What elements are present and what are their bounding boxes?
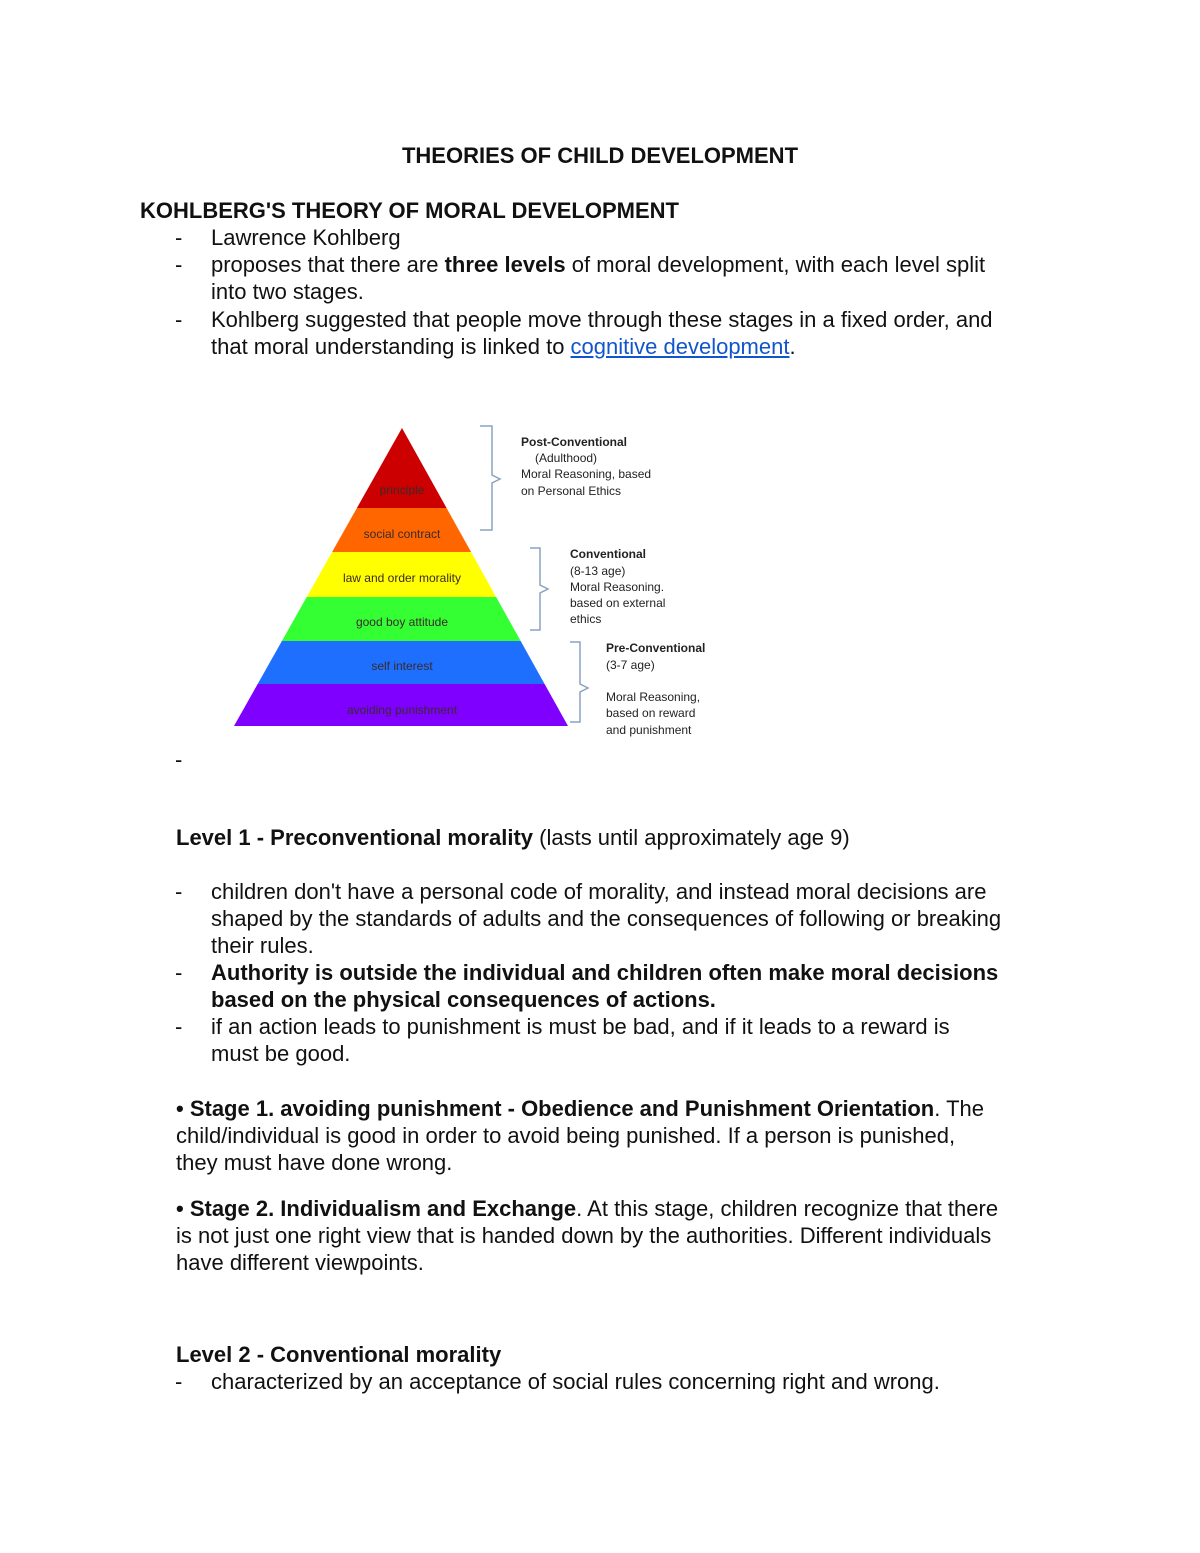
- stage2-paragraph-cont: is not just one right view that is handed down by the authorities. Different individuals: [176, 1223, 992, 1248]
- bold-text: three levels: [444, 252, 566, 277]
- stage2-paragraph: [176, 1195, 998, 1222]
- kohlberg-bullet-order: Kohlberg suggested that people move through these stages in a fixed order, and: [211, 307, 993, 332]
- level1-heading: [176, 824, 850, 851]
- bold-text: Level 1 - Preconventional morality: [176, 825, 534, 850]
- brace-post-conventional: [480, 426, 500, 530]
- stage2-paragraph-cont: have different viewpoints.: [176, 1250, 424, 1275]
- conventional-age: (8-13 age): [570, 564, 626, 578]
- post-conventional-desc2: on Personal Ethics: [521, 484, 622, 498]
- level1-bullet-3-cont: must be good.: [211, 1041, 351, 1066]
- bold-text: • Stage 2. Individualism and Exchange: [176, 1196, 577, 1221]
- bullet-dash: -: [175, 1369, 183, 1394]
- cognitive-development-link[interactable]: cognitive development: [570, 334, 790, 359]
- bullet-dash: -: [175, 747, 183, 772]
- conventional-title: Conventional: [570, 547, 647, 561]
- text: of moral development, with each level split: [565, 252, 986, 277]
- pyramid-label-avoiding-punishment: avoiding punishment: [346, 703, 458, 717]
- brace-pre-conventional: [570, 642, 588, 722]
- level2-heading: Level 2 - Conventional morality: [176, 1342, 502, 1367]
- pyramid-label-principle: principle: [379, 483, 425, 497]
- pyramid-label-law-order: law and order morality: [342, 571, 462, 585]
- text: . At this stage, children recognize that there: [576, 1196, 999, 1221]
- bullet-dash: -: [175, 307, 183, 332]
- page-title: THEORIES OF CHILD DEVELOPMENT: [401, 143, 799, 168]
- bullet-dash: -: [175, 225, 183, 250]
- level2-bullet-1: characterized by an acceptance of social rules concerning right and wrong.: [211, 1369, 940, 1394]
- pre-conventional-age: (3-7 age): [606, 658, 655, 672]
- post-conventional-desc1: Moral Reasoning, based: [521, 467, 652, 481]
- kohlberg-pyramid-diagram: [230, 420, 730, 750]
- pyramid-label-good-boy: good boy attitude: [355, 615, 449, 629]
- stage1-paragraph-cont: they must have done wrong.: [176, 1150, 453, 1175]
- pyramid-label-social-contract: social contract: [363, 527, 441, 541]
- post-conventional-age: (Adulthood): [535, 451, 598, 465]
- kohlberg-bullet-name: Lawrence Kohlberg: [211, 225, 401, 250]
- kohlberg-bullet-levels: [211, 251, 985, 278]
- section-heading-kohlberg: KOHLBERG'S THEORY OF MORAL DEVELOPMENT: [140, 198, 679, 223]
- text: . The: [934, 1096, 984, 1121]
- pre-conventional-desc2: based on reward: [606, 706, 696, 720]
- stage1-paragraph: [176, 1095, 984, 1122]
- conventional-desc2: based on external: [570, 596, 666, 610]
- conventional-desc3: ethics: [570, 612, 602, 626]
- level1-bullet-1: children don't have a personal code of morality, and instead moral decisions are: [211, 879, 987, 904]
- pyramid-label-self-interest: self interest: [371, 659, 433, 673]
- pre-conventional-desc3: and punishment: [606, 723, 692, 737]
- text: that moral understanding is linked to: [211, 334, 571, 359]
- bullet-dash: -: [175, 1014, 183, 1039]
- pre-conventional-title: Pre-Conventional: [606, 641, 706, 655]
- level1-bullet-1-cont: their rules.: [211, 933, 314, 958]
- stage1-paragraph-cont: child/individual is good in order to avoid being punished. If a person is punished,: [176, 1123, 956, 1148]
- brace-conventional: [530, 548, 548, 630]
- pre-conventional-desc1: Moral Reasoning,: [606, 690, 701, 704]
- level1-bullet-3: if an action leads to punishment is must be bad, and if it leads to a reward is: [211, 1014, 950, 1039]
- level1-bullet-2-cont: based on the physical consequences of actions.: [211, 987, 716, 1012]
- level1-bullet-1-cont: shaped by the standards of adults and the consequences of following or breaking: [211, 906, 1002, 931]
- bullet-dash: -: [175, 879, 183, 904]
- text: .: [789, 334, 796, 359]
- bullet-dash: -: [175, 252, 183, 277]
- kohlberg-bullet-levels-cont: into two stages.: [211, 279, 364, 304]
- text: (lasts until approximately age 9): [533, 825, 850, 850]
- bullet-dash: -: [175, 960, 183, 985]
- conventional-desc1: Moral Reasoning.: [570, 580, 665, 594]
- text: proposes that there are: [211, 252, 445, 277]
- kohlberg-bullet-order-cont: [211, 333, 796, 360]
- level1-bullet-2: Authority is outside the individual and children often make moral decisions: [211, 960, 999, 985]
- post-conventional-title: Post-Conventional: [521, 435, 628, 449]
- bold-text: • Stage 1. avoiding punishment - Obedience and Punishment Orientation: [176, 1096, 935, 1121]
